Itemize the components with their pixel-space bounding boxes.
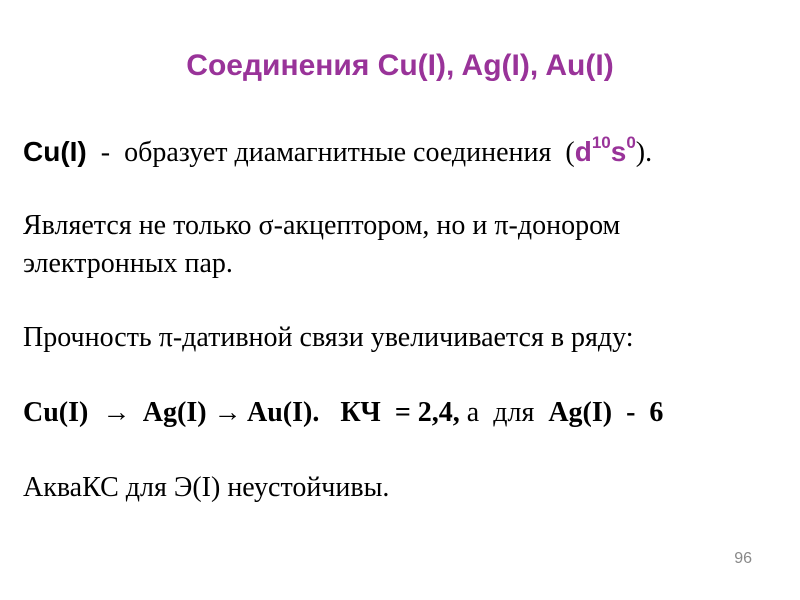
aqua-complexes-line: АкваКС для Э(I) неустойчивы. (23, 472, 390, 503)
series-text: Cu(I) → Ag(I) → Au(I). (23, 397, 320, 428)
d-superscript: 10 (591, 132, 611, 152)
slide-title: Соединения Cu(I), Ag(I), Au(I) (186, 49, 614, 82)
series-line (23, 397, 663, 429)
ag-coordination: Ag(I) - 6 (541, 397, 664, 428)
s-superscript: 0 (626, 132, 636, 152)
bond-strength-line: Прочность π-дативной связи увеличивается в ряду: (23, 322, 634, 353)
cu-statement (23, 132, 653, 169)
acceptor-donor-line: Является не только σ-акцептором, но и π-донором (23, 210, 621, 241)
s-letter: s (610, 136, 627, 167)
series-middle: а для (459, 397, 542, 428)
page-number: 96 (734, 550, 752, 567)
electron-pairs-line: электронных пар. (23, 248, 233, 279)
d-letter: d (574, 136, 592, 167)
cu-statement-text: - образует диамагнитные соединения ( (86, 137, 575, 168)
coordination-number: КЧ = 2,4, (319, 397, 460, 428)
cu-label: Cu(I) (23, 136, 87, 167)
cu-statement-close: ). (635, 137, 653, 168)
